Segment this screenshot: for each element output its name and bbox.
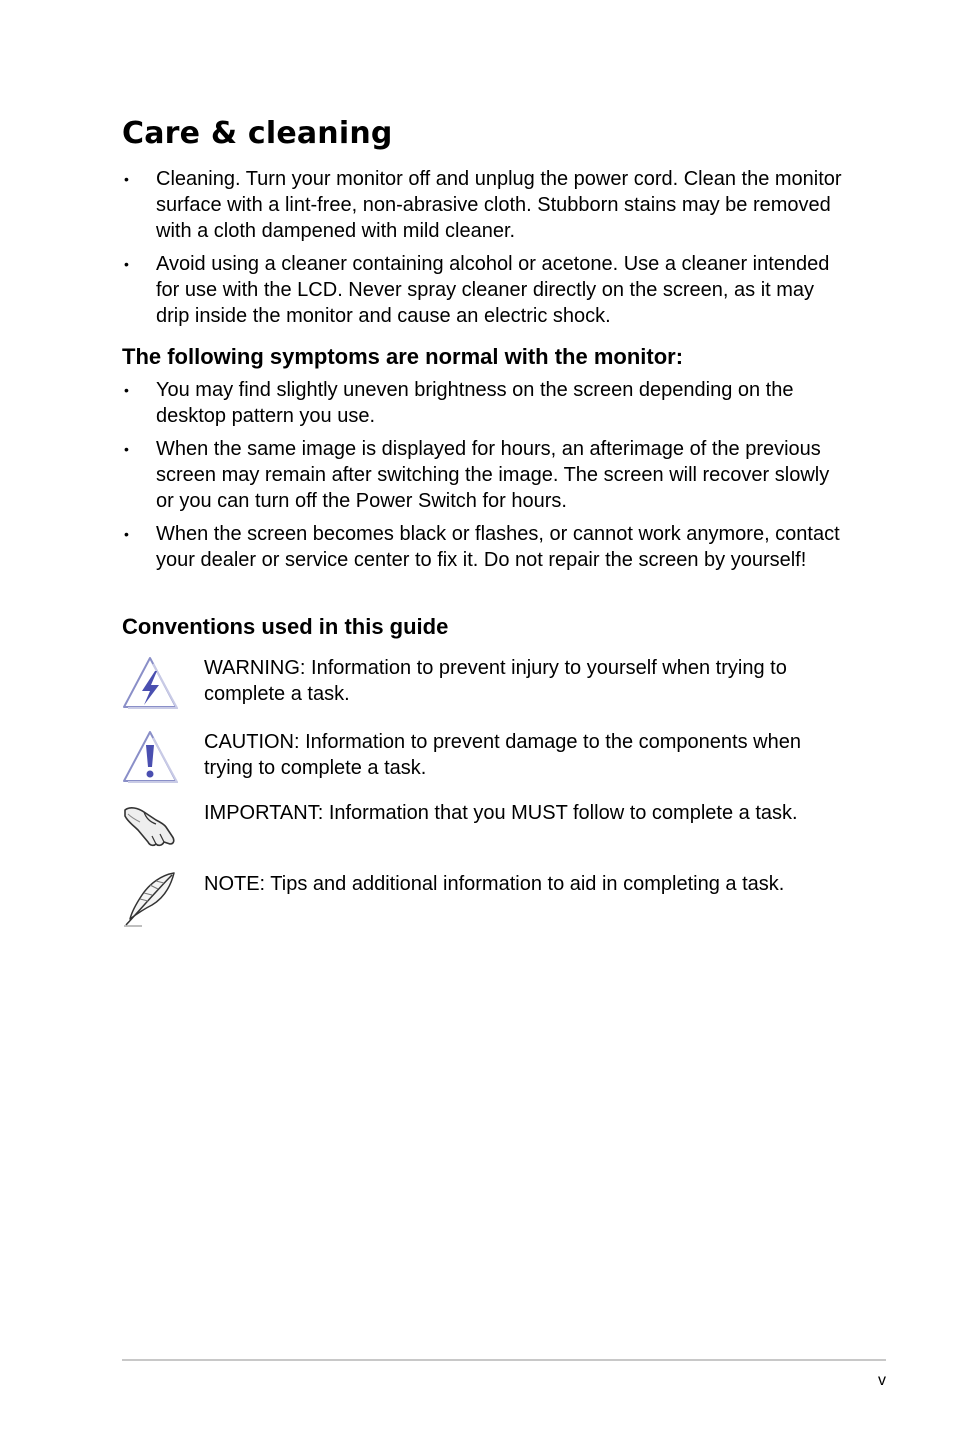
convention-text: WARNING: Information to prevent injury to yourself when trying to complete a task.: [204, 657, 787, 705]
convention-note: [122, 871, 842, 931]
bullet: •: [124, 256, 129, 272]
page-number: v: [878, 1372, 886, 1389]
list-item: [122, 521, 842, 573]
convention-warning: [122, 655, 842, 715]
bullet: •: [124, 382, 129, 398]
convention-text: CAUTION: Information to prevent damage to the components when trying to complete a task.: [204, 731, 801, 779]
list-item-text: You may find slightly uneven brightness on the screen depending on the desktop pattern you use.: [156, 379, 794, 427]
exclamation-caution-icon: [122, 729, 178, 785]
conventions-heading: Conventions used in this guide: [122, 614, 449, 639]
list-item: [122, 377, 842, 429]
list-item-text: When the screen becomes black or flashes, or cannot work anymore, contact your dealer or service center to fix it. Do not repair the screen by yourself!: [156, 523, 840, 571]
list-item-text: Avoid using a cleaner containing alcohol or acetone. Use a cleaner intended for use with the LCD. Never spray cleaner directly on the screen, as it may drip inside the monitor and cause an electric shock.: [156, 253, 830, 327]
symptoms-list: [122, 377, 842, 580]
convention-important: [122, 800, 842, 860]
list-item: [122, 436, 842, 514]
page-title: Care & cleaning: [122, 116, 393, 151]
convention-text: NOTE: Tips and additional information to aid in completing a task.: [204, 873, 785, 895]
bullet: •: [124, 441, 129, 457]
bullet: •: [124, 171, 129, 187]
pointing-hand-icon: [122, 800, 178, 856]
list-item: [122, 251, 842, 329]
list-item-text: Cleaning. Turn your monitor off and unplug the power cord. Clean the monitor surface with a lint-free, non-abrasive cloth. Stubborn stains may be removed with a cloth dampened with mild cleaner.: [156, 168, 842, 242]
convention-text: IMPORTANT: Information that you MUST follow to complete a task.: [204, 802, 798, 824]
feather-quill-icon: [122, 871, 178, 927]
lightning-warning-icon: [122, 655, 178, 711]
list-item-text: When the same image is displayed for hours, an afterimage of the previous screen may remain after switching the image. The screen will recover slowly or you can turn off the Power Switch for hours.: [156, 438, 830, 512]
list-item: [122, 166, 842, 244]
convention-caution: [122, 729, 842, 789]
bullet: •: [124, 526, 129, 542]
care-list: [122, 166, 842, 336]
footer-divider: [122, 1359, 886, 1361]
symptoms-heading: The following symptoms are normal with the monitor:: [122, 344, 684, 369]
